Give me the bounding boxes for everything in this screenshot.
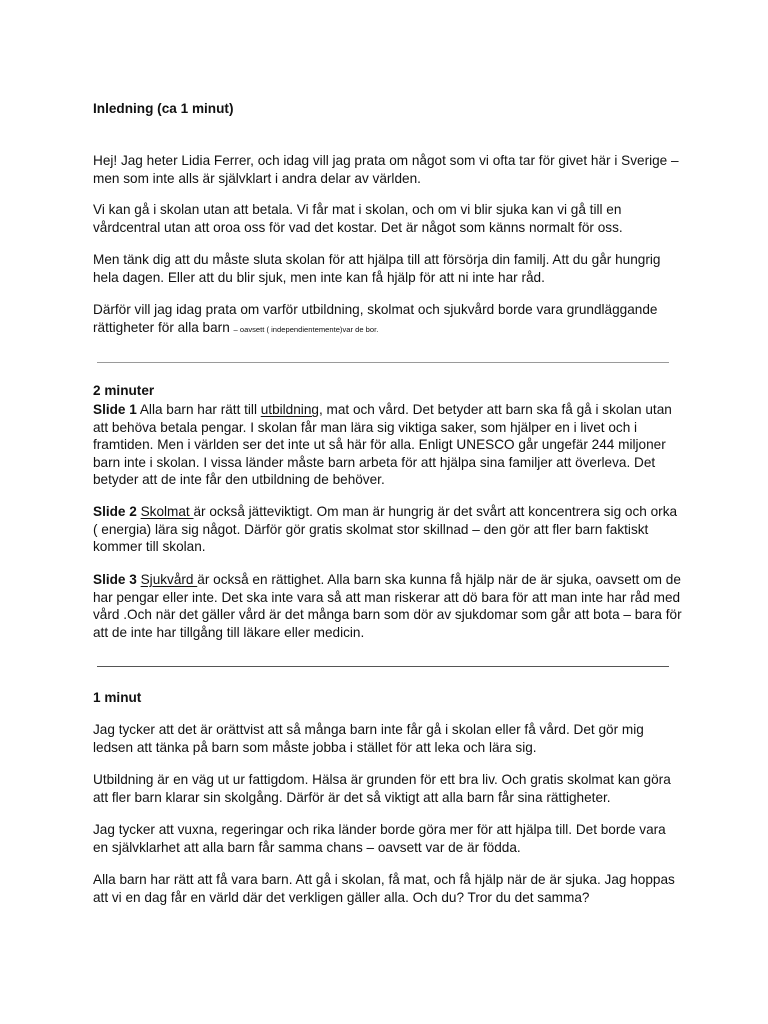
slide-3-paragraph xyxy=(93,571,683,641)
slide-2-label: Slide 2 xyxy=(93,504,137,519)
intro-paragraph-4 xyxy=(93,301,683,338)
section-divider-1 xyxy=(97,362,669,363)
slide-1-label: Slide 1 xyxy=(93,402,137,417)
section-3-heading: 1 minut xyxy=(93,690,142,705)
intro-paragraph-4-note: – oavsett ( independientemente)var de bor. xyxy=(233,324,379,334)
closing-paragraph-2: Utbildning är en väg ut ur fattigdom. Hälsa är grunden för ett bra liv. Och gratis skolmat kan göra att fler barn klarar sin skolgång. Därför är det så viktigt att alla barn får sina rättigheter. xyxy=(93,772,671,805)
intro-heading: Inledning (ca 1 minut) xyxy=(93,101,234,116)
closing-paragraph-3: Jag tycker att vuxna, regeringar och rika länder borde göra mer för att hjälpa till. Det borde vara en självklarhet att alla barn får samma chans – oavsett var de är födda. xyxy=(93,822,666,855)
slide-3-label: Slide 3 xyxy=(93,572,137,587)
intro-paragraph-3: Men tänk dig att du måste sluta skolan för att hjälpa till att försörja din familj. Att du går hungrig hela dagen. Eller att du blir sjuk, men inte kan få hjälp för att ni inte har råd. xyxy=(93,252,661,285)
slide-3-text: är också en rättighet. Alla barn ska kunna få hjälp när de är sjuka, oavsett om de har pengar eller inte. Det ska inte vara så att man riskerar att dö bara för att man inte har råd med vård .Och när det gäller vård är det många barn som dör av sjukdomar som går att bota – bara för att de inte har tillgång till läkare eller medicin. xyxy=(93,572,682,640)
closing-paragraph-4: Alla barn har rätt att få vara barn. Att gå i skolan, få mat, och få hjälp när de är sjuka. Jag hoppas att vi en dag får en värld där det verkligen gäller alla. Och du? Tror du det samma? xyxy=(93,872,675,905)
slide-2-paragraph xyxy=(93,503,683,556)
intro-paragraph-1: Hej! Jag heter Lidia Ferrer, och idag vill jag prata om något som vi ofta tar för givet här i Sverige – men som inte alls är självklart i andra delar av världen. xyxy=(93,153,679,186)
section-divider-2 xyxy=(97,666,669,667)
intro-paragraph-2: Vi kan gå i skolan utan att betala. Vi får mat i skolan, och om vi blir sjuka kan vi gå till en vårdcentral utan att oroa oss för vad det kostar. Det är något som känns normalt för oss. xyxy=(93,202,623,235)
slide-1-paragraph xyxy=(93,401,683,489)
slide-1-text-b: , mat och vård. Det betyder att barn ska få gå i skolan utan att behöva betala pengar. I skolan får man lära sig viktiga saker, som hjälper en i livet och i framtiden. Men i världen ser det inte ut så här för alla. Enligt UNESCO går ungefär 244 miljoner barn inte i skolan. I vissa länder måste barn arbeta för att hjälpa sina familjer att överleva. Det betyder att de inte får den utbildning de behöver. xyxy=(93,402,672,488)
slide-1-underlined: utbildning xyxy=(260,402,319,417)
intro-paragraph-4-main: Därför vill jag idag prata om varför utbildning, skolmat och sjukvård borde vara grundläggande rättigheter för alla barn xyxy=(93,302,658,335)
slide-2-text: är också jätteviktigt. Om man är hungrig är det svårt att koncentrera sig och orka ( energia) lära sig något. Därför gör gratis skolmat stor skillnad – den gör att fler barn faktiskt kommer till skolan. xyxy=(93,504,678,555)
closing-paragraph-1: Jag tycker att det är orättvist att så många barn inte får gå i skolan eller få vård. Det gör mig ledsen att tänka på barn som måste jobba i stället för att leka och lära sig. xyxy=(93,722,644,755)
slide-1-text-a: Alla barn har rätt till xyxy=(136,402,261,417)
slide-3-underlined: Sjukvård xyxy=(140,572,198,587)
section-2-heading: 2 minuter xyxy=(93,383,155,398)
slide-2-underlined: Skolmat xyxy=(140,504,194,519)
